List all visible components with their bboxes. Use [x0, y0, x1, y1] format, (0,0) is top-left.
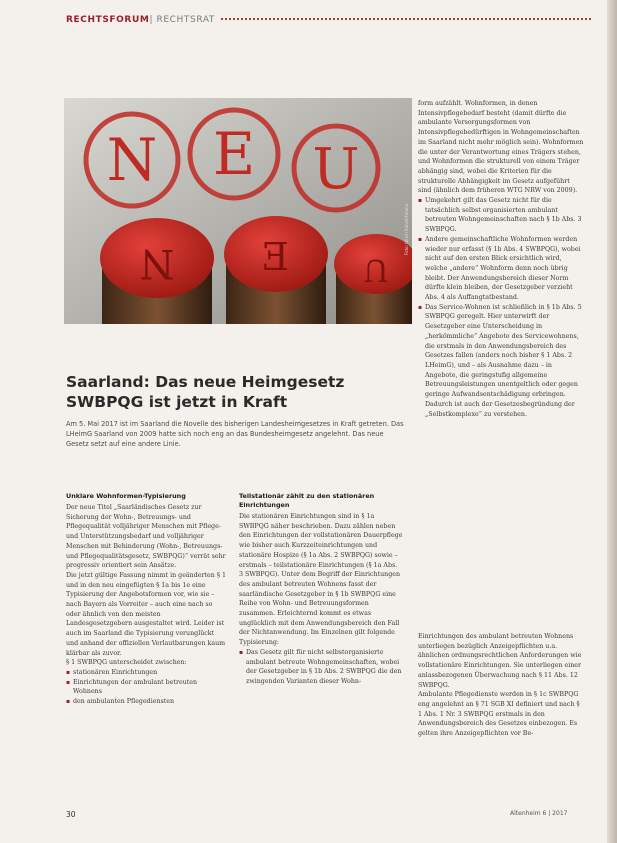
bullet-list [418, 196, 584, 419]
svg-text:N: N [106, 126, 158, 194]
article-photo [64, 98, 412, 324]
svg-text:E: E [212, 120, 256, 188]
bullet-list [239, 648, 403, 687]
list-item: ▪ den ambulanten Pflegediensten [66, 697, 226, 707]
list-item: ▪ stationären Einrichtungen [66, 668, 226, 678]
rubber-stamp-3 [334, 234, 412, 324]
svg-text:N: N [139, 240, 175, 286]
page-edge-shadow [607, 0, 617, 843]
paragraph: Einrichtungen des ambulant betreuten Wohnens unterliegen bezüglich Anzeigepflichten u.a. ähnlichen ordnungsrechtlichen Anforderungen wie vollstationäre Einrichtungen. Sie unterliegen einer anlassbezogenen Überwachung nach § 11 Abs. 12 SWBPQG. [418, 633, 582, 689]
subsection-label: | RECHTSRAT [149, 15, 215, 25]
list-item: ▪ Umgekehrt gilt das Gesetz nicht für die tatsächlich selbst organisierten ambulant betreuten Wohngemeinschaften nach § 1b Abs. 3 SWBPQG. [418, 196, 584, 235]
list-item: ▪ Andere gemeinschaftliche Wohnformen werden wieder nur erfasst (§ 1b Abs. 4 SWBPQG), wobei nicht auf den ersten Blick ersichtlich wird, welche „andere“ Wohnform denn noch übrig bleibt. Der Anwendungsbereich dieser Norm dürfte klein bleiben, der Gesetzgeber verzieht Abs. 4 als Auffangtatbestand. [418, 235, 584, 303]
rubber-stamp-2 [224, 216, 328, 324]
paragraph: Der neue Titel „Saarländisches Gesetz zur Sicherung der Wohn-, Betreuungs- und Pflegequalität volljähriger Menschen mit Pflege- und Unterstützungsbedarf und volljähriger Menschen mit Behinderung (Wohn-, Betreuungs- und Pflegequalitätsgesetz, SWBPQG)“ verrät sehr progressiv orientiert sein Ansätze. [66, 504, 226, 570]
subheading-teilstationaer: Teilstationär zählt zu den stationären Einrichtungen [239, 492, 375, 509]
svg-text:U: U [312, 137, 360, 202]
section-label: RECHTSFORUM [66, 15, 150, 25]
paragraph: form aufzählt. Wohnformen, in denen Intensivpflegebedarf besteht (damit dürfte die ambulante Versorgungsformen von Intensivpflegebedürftigen in Wohngemeinschaften im Saarland nicht mehr möglich sein). Wohnformen die unter der Verantwortung eines Trägers stehen, und Wohnformen die strukturell von einem Träger abhängig sind, wobei die Kriterien für die strukturelle Abhängigkeit im Gesetz aufgeführt sind (ähnlich dem früheren WTG NRW von 2009). [418, 100, 584, 195]
rubber-stamp-1 [100, 218, 214, 324]
text-column-3 [418, 99, 584, 419]
paragraph: Die jetzt gültige Fassung nimmt in geänderten § 1 und in den neu eingefügten § 1a bis 1e eine Typisierung der Angebotsformen vor, wie sie – nach Bayern als Vorreiter – auch eine nach so oder ähnlich von den meisten Landesgesetzgebern ausgestaltet wird. Leider ist auch im Saarland die Typisierung verunglückt und anhand der offiziellen Verlautbarungen kaum klärbar als zuvor. [66, 571, 226, 657]
section-header [66, 14, 591, 26]
article-lead: Am 5. Mai 2017 ist im Saarland die Novelle des bisherigen Landesheimgesetzes in Kraft getreten. Das LHeimG Saarland von 2009 hatte sich noch eng an das Bundesheimgesetz angelehnt. Das neue Gesetz setzt auf eine andere Linie. [66, 420, 404, 448]
paragraph: Ambulante Pflegedienste werden in § 1c SWBPQG eng angelehnt an § 71 SGB XI definiert und nach § 1 Abs. 1 Nr. 3 SWBPQG erstmals in den Anwendungsbereich des Gesetzes einbezogen. Es gelten ihre Anzeigepflichten vor Be- [418, 691, 580, 738]
article-title: Saarland: Das neue Heimgesetz SWBPQG ist jetzt in Kraft [66, 373, 345, 411]
stamps-photo [64, 98, 412, 324]
photo-credit: Foto: Ulrich Künstl/Fotolia [404, 204, 409, 255]
subheading-wohnformen: Unklare Wohnformen-Typisierung [66, 492, 186, 500]
svg-text:U: U [363, 252, 389, 287]
list-item: ▪ Das Gesetz gilt für nicht selbstorganisierte ambulant betreute Wohngemeinschaften, wobei der Gesetzgeber in § 1b Abs. 2 SWBPQG die den zwingenden Varianten dieser Wohn- [239, 648, 403, 687]
paragraph: § 1 SWBPQG unterscheidet zwischen: [66, 659, 187, 667]
text-column-2 [239, 492, 403, 687]
issue-footer: Altenheim 6 | 2017 [510, 810, 568, 817]
list-item: ▪ Einrichtungen der ambulant betreuten Wohnens [66, 678, 226, 697]
paragraph: Die stationären Einrichtungen sind in § 1a SWBPQG näher beschrieben. Dazu zählen neben den Einrichtungen der vollstationären Dauerpflege wie bisher auch Kurzzeiteinrichtungen und stationäre Hospize (§ 1a Abs. 2 SWBPQG) sowie – erstmals – teilstationäre Einrichtungen (§ 1a Abs. 3 SWBPQG). Unter dem Begriff der Einrichtungen des ambulant betreuten Wohnens fasst der saarländische Gesetzgeber in § 1b SWBPQG eine Reihe von Wohn- und Betreuungsformen zusammen. Erleichternd kommt es etwas unglücklich mit dem Anwendungsbereich den Fall der Nichtanwendung. Im Einzelnen gilt folgende Typisierung: [239, 513, 403, 647]
text-column-1 [66, 492, 226, 707]
numbered-list [66, 668, 226, 707]
header-dotted-rule [221, 18, 591, 22]
text-column-4 [418, 632, 584, 739]
svg-text:Ǝ: Ǝ [262, 235, 290, 279]
list-item: ▪ Das Service-Wohnen ist schließlich in § 1b Abs. 5 SWBPQG geregelt. Hier unterwirft der Gesetzgeber eine Unterscheidung in „herkömmliche“ Angebote des Servicewohnens, die erstmals in den Anwendungsbereich des Gesetzes fallen (anders noch bisher § 1 Abs. 2 LHeimG), und – als Ausnahme dazu – in Angebote, die geringstufig allgemeine Betreuungsleistungen unentgeltlich oder gegen geringe Aufwandsentschädigung erbringen. Dadurch ist auch der Gesetzesbegründung der „Selbstkomplexe“ zu verstehen. [418, 303, 584, 419]
page-number: 30 [66, 810, 76, 819]
